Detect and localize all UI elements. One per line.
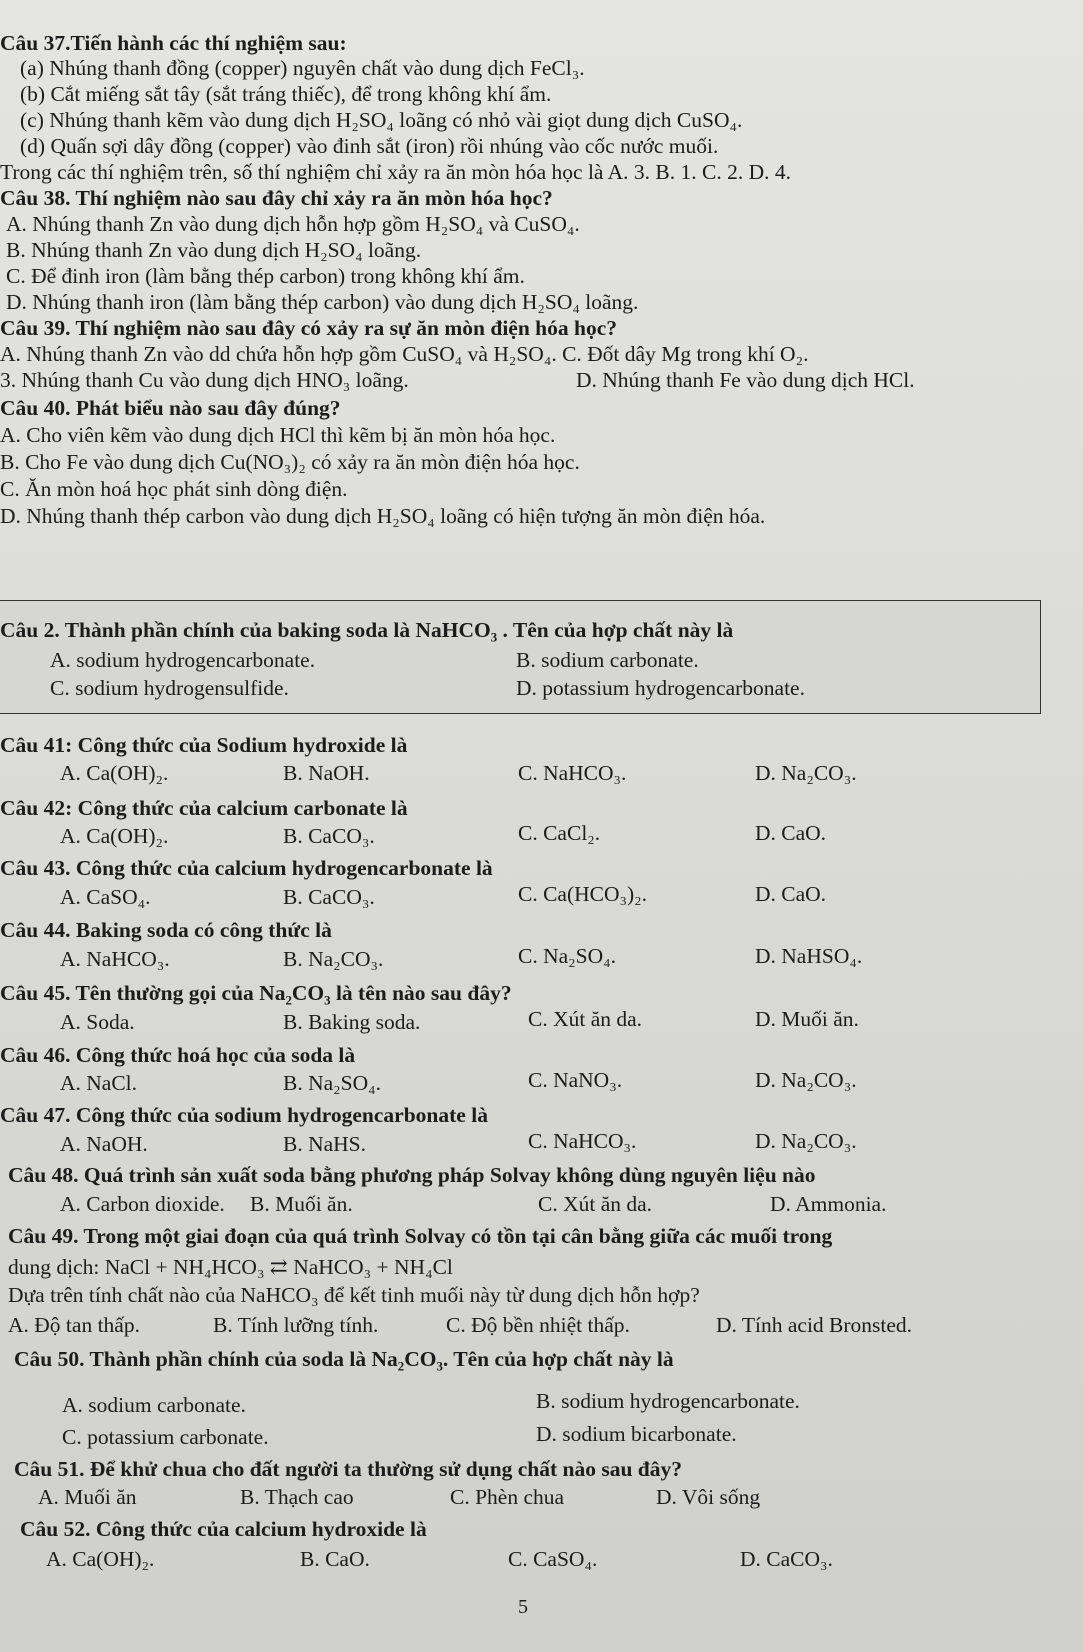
q48-title: Câu 48. Quá trình sản xuất soda bằng phương pháp Solvay không dùng nguyên liệu nào (8, 1163, 816, 1187)
q49-option-d: D. Tính acid Bronsted. (716, 1313, 913, 1337)
q52-title: Câu 52. Công thức của calcium hydroxide là (20, 1517, 427, 1541)
q52-option-b: B. CaO. (300, 1547, 370, 1571)
q51-option-c: C. Phèn chua (450, 1485, 565, 1509)
q41-option-c: C. NaHCO₃. (518, 761, 627, 785)
q48-option-a: A. Carbon dioxide. (60, 1192, 225, 1216)
q49-option-a: A. Độ tan thấp. (8, 1313, 140, 1337)
q38-title: Câu 38. Thí nghiệm nào sau đây chỉ xảy ra ăn mòn hóa học? (0, 186, 553, 210)
q39-option-d: D. Nhúng thanh Fe vào dung dịch HCl. (576, 368, 915, 392)
q50-option-d: D. sodium bicarbonate. (536, 1422, 737, 1446)
q43-option-b: B. CaCO₃. (283, 885, 375, 909)
q45-title: Câu 45. Tên thường gọi của Na₂CO₃ là tên nào sau đây? (0, 981, 512, 1005)
q48-option-b: B. Muối ăn. (250, 1192, 353, 1216)
q37-question: Trong các thí nghiệm trên, số thí nghiệm chỉ xảy ra ăn mòn hóa học là A. 3. B. 1. C. 2. D. 4. (0, 160, 792, 184)
q46-option-d: D. Na₂CO₃. (755, 1068, 857, 1092)
q44-option-c: C. Na₂SO₄. (518, 944, 617, 968)
q41-title: Câu 41: Công thức của Sodium hydroxide là (0, 733, 408, 757)
q45-option-b: B. Baking soda. (283, 1010, 421, 1034)
q43-option-c: C. Ca(HCO₃)₂. (518, 882, 648, 906)
q46-option-a: A. NaCl. (60, 1071, 138, 1095)
q43-option-a: A. CaSO₄. (60, 885, 151, 909)
q38-option-b: B. Nhúng thanh Zn vào dung dịch H₂SO₄ loãng. (6, 238, 422, 262)
q45-option-d: D. Muối ăn. (755, 1007, 859, 1031)
q45-option-a: A. Soda. (60, 1010, 135, 1034)
q43-option-d: D. CaO. (755, 882, 827, 906)
q2-option-a: A. sodium hydrogencarbonate. (50, 648, 316, 672)
q41-option-d: D. Na₂CO₃. (755, 761, 857, 785)
q39-option-b: 3. Nhúng thanh Cu vào dung dịch HNO₃ loãng. (0, 368, 409, 392)
q37-item-c: (c) Nhúng thanh kẽm vào dung dịch H₂SO₄ loãng có nhỏ vài giọt dung dịch CuSO₄. (20, 108, 743, 132)
q40-title: Câu 40. Phát biểu nào sau đây đúng? (0, 396, 341, 420)
q44-option-d: D. NaHSO₄. (755, 944, 863, 968)
q47-option-c: C. NaHCO₃. (528, 1129, 637, 1153)
q46-option-b: B. Na₂SO₄. (283, 1071, 382, 1095)
q52-option-d: D. CaCO₃. (740, 1547, 833, 1571)
q48-option-c: C. Xút ăn da. (538, 1192, 653, 1216)
q40-option-c: C. Ăn mòn hoá học phát sinh dòng điện. (0, 477, 348, 501)
q42-option-a: A. Ca(OH)₂. (60, 824, 169, 848)
q50-option-b: B. sodium hydrogencarbonate. (536, 1389, 800, 1413)
q42-title: Câu 42: Công thức của calcium carbonate là (0, 796, 408, 820)
q52-option-c: C. CaSO₄. (508, 1547, 598, 1571)
q48-option-d: D. Ammonia. (770, 1192, 887, 1216)
q41-option-b: B. NaOH. (283, 761, 370, 785)
q38-option-c: C. Để đinh iron (làm bằng thép carbon) trong không khí ẩm. (6, 264, 525, 288)
q39-title: Câu 39. Thí nghiệm nào sau đây có xảy ra sự ăn mòn điện hóa học? (0, 316, 618, 340)
q45-option-c: C. Xút ăn da. (528, 1007, 643, 1031)
q49-title: Câu 49. Trong một giai đoạn của quá trình Solvay có tồn tại cân bằng giữa các muối trong (8, 1224, 833, 1248)
q44-title: Câu 44. Baking soda có công thức là (0, 918, 332, 942)
q49-equation: dung dịch: NaCl + NH₄HCO₃ ⇄ NaHCO₃ + NH₄Cl (8, 1255, 453, 1279)
q2-option-c: C. sodium hydrogensulfide. (50, 676, 289, 700)
q49-question: Dựa trên tính chất nào của NaHCO₃ để kết tinh muối này từ dung dịch hỗn hợp? (8, 1283, 700, 1307)
q37-item-b: (b) Cắt miếng sắt tây (sắt tráng thiếc), để trong không khí ẩm. (20, 82, 552, 106)
q47-title: Câu 47. Công thức của sodium hydrogencarbonate là (0, 1103, 488, 1127)
q51-option-a: A. Muối ăn (38, 1485, 137, 1509)
q40-option-b: B. Cho Fe vào dung dịch Cu(NO₃)₂ có xảy ra ăn mòn điện hóa học. (0, 450, 580, 474)
q43-title: Câu 43. Công thức của calcium hydrogencarbonate là (0, 856, 493, 880)
q40-option-a: A. Cho viên kẽm vào dung dịch HCl thì kẽm bị ăn mòn hóa học. (0, 423, 556, 447)
q37-item-a: (a) Nhúng thanh đồng (copper) nguyên chất vào dung dịch FeCl₃. (20, 56, 585, 80)
q47-option-d: D. Na₂CO₃. (755, 1129, 857, 1153)
q51-option-d: D. Vôi sống (656, 1485, 761, 1509)
q44-option-a: A. NaHCO₃. (60, 947, 170, 971)
q50-title: Câu 50. Thành phần chính của soda là Na₂CO₃. Tên của hợp chất này là (14, 1347, 674, 1371)
q50-option-c: C. potassium carbonate. (62, 1425, 269, 1449)
q37-item-d: (d) Quấn sợi dây đồng (copper) vào đinh sắt (iron) rồi nhúng vào cốc nước muối. (20, 134, 719, 158)
q51-title: Câu 51. Để khử chua cho đất người ta thường sử dụng chất nào sau đây? (14, 1457, 683, 1481)
q44-option-b: B. Na₂CO₃. (283, 947, 384, 971)
q2-option-b: B. sodium carbonate. (516, 648, 699, 672)
q49-option-b: B. Tính lưỡng tính. (213, 1313, 379, 1337)
q40-option-d: D. Nhúng thanh thép carbon vào dung dịch H₂SO₄ loãng có hiện tượng ăn mòn điện hóa. (0, 504, 766, 528)
q38-option-d: D. Nhúng thanh iron (làm bằng thép carbon) vào dung dịch H₂SO₄ loãng. (6, 290, 639, 314)
q42-option-c: C. CaCl₂. (518, 821, 601, 845)
q49-option-c: C. Độ bền nhiệt thấp. (446, 1313, 630, 1337)
page-number: 5 (518, 1596, 528, 1618)
q38-option-a: A. Nhúng thanh Zn vào dung dịch hỗn hợp gồm H₂SO₄ và CuSO₄. (6, 212, 580, 236)
q42-option-b: B. CaCO₃. (283, 824, 375, 848)
q47-option-a: A. NaOH. (60, 1132, 148, 1156)
q37-title: Câu 37.Tiến hành các thí nghiệm sau: (0, 31, 347, 55)
q50-option-a: A. sodium carbonate. (62, 1393, 246, 1417)
q51-option-b: B. Thạch cao (240, 1485, 354, 1509)
q52-option-a: A. Ca(OH)₂. (46, 1547, 155, 1571)
q2-option-d: D. potassium hydrogencarbonate. (516, 676, 805, 700)
q46-option-c: C. NaNO₃. (528, 1068, 623, 1092)
q2-title: Câu 2. Thành phần chính của baking soda là NaHCO₃ . Tên của hợp chất này là (0, 618, 734, 642)
q41-option-a: A. Ca(OH)₂. (60, 761, 169, 785)
q42-option-d: D. CaO. (755, 821, 827, 845)
q46-title: Câu 46. Công thức hoá học của soda là (0, 1043, 356, 1067)
q39-option-a-c: A. Nhúng thanh Zn vào dd chứa hỗn hợp gồm CuSO₄ và H₂SO₄. C. Đốt dây Mg trong khí O₂. (0, 342, 809, 366)
q47-option-b: B. NaHS. (283, 1132, 367, 1156)
